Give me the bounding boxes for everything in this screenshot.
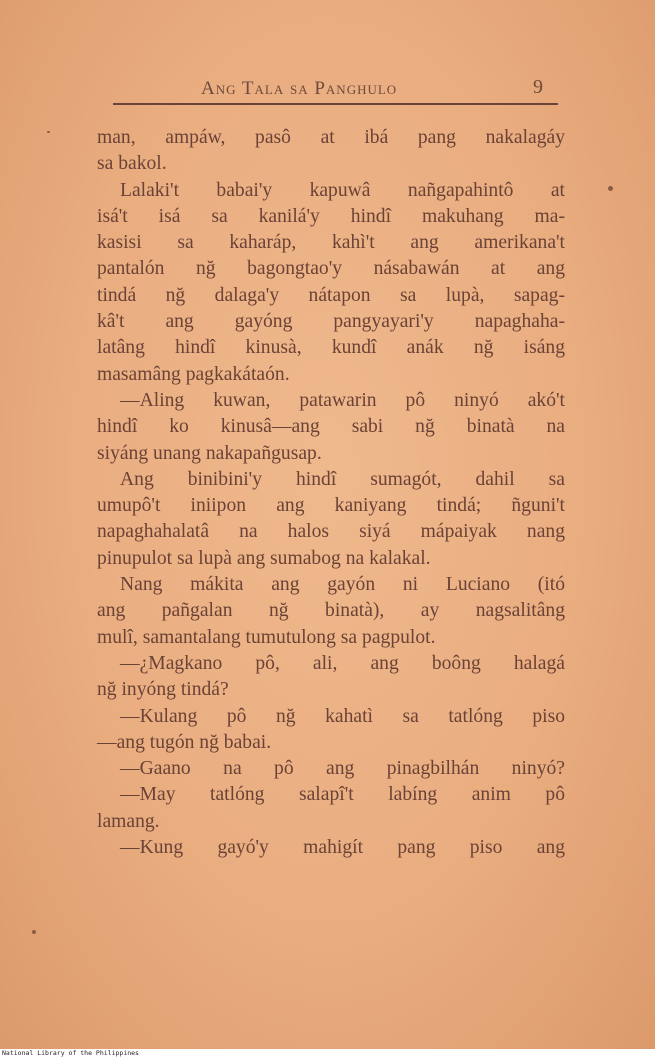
paper-speck [32,930,36,934]
text-line: latâng hindî kinusà, kundî anák nğ isáng [97,337,565,359]
text-line: —Gaano na pô ang pinagbilhán ninyó? [120,758,565,780]
text-line: —¿Magkano pô, ali, ang boông halagá [120,652,565,674]
paper-speck [608,186,613,191]
text-line: masamâng pagkakátaón. [97,363,290,385]
text-line: Lalaki't babai'y kapuwâ nañgapahintô at [120,179,565,201]
text-line: sa bakol. [97,153,167,175]
footer-strip [0,1049,655,1058]
library-credit: National Library of the Philippines [2,1049,139,1057]
text-line: —May tatlóng salapî't labíng anim pô [120,784,565,806]
text-line: —Kulang pô nğ kahatì sa tatlóng piso [120,705,565,727]
text-line: hindî ko kinusâ—ang sabi nğ binatà na [97,416,565,438]
text-line: umupô't iniipon ang kaniyang tindá; ñguni't [97,495,565,517]
page-number: 9 [533,76,544,98]
text-line: nğ inyóng tindá? [97,679,229,701]
running-title: Ang Tala sa Panghulo [201,78,398,99]
text-line: isá't isá sa kanilá'y hindî makuhang ma- [97,205,565,227]
text-line: pantalón nğ bagongtao'y násabawán at ang [97,258,565,280]
text-line: napaghahalatâ na halos siyá mápaiyak nang [97,521,565,543]
paper-speck [47,131,50,133]
text-line: kasisi sa kaharáp, kahì't ang amerikana't [97,232,565,254]
text-line: ang pañgalan nğ binatà), ay nagsalitâng [97,600,565,622]
page-header [113,76,558,102]
text-line: Nang mákita ang gayón ni Luciano (itó [120,574,565,596]
text-line: tindá nğ dalaga'y nátapon sa lupà, sapag- [97,284,565,306]
text-line: kâ't ang gayóng pangyayari'y napaghaha- [97,311,565,333]
text-line: mulî, samantalang tumutulong sa pagpulot. [97,626,436,648]
body-text [97,125,565,861]
text-line: Ang binibini'y hindî sumagót, dahil sa [120,468,565,490]
text-line: —Kung gayó'y mahigít pang piso ang [120,837,565,859]
text-line: —Aling kuwan, patawarin pô ninyó akó't [120,389,565,411]
text-line: lamang. [97,810,160,832]
header-rule [113,103,558,105]
text-line: —ang tugón nğ babai. [97,731,272,753]
text-line: pinupulot sa lupà ang sumabog na kalakal. [97,547,431,569]
text-line: siyáng unang nakapañgusap. [97,442,322,464]
text-line: man, ampáw, pasô at ibá pang nakalagáy [97,127,565,148]
